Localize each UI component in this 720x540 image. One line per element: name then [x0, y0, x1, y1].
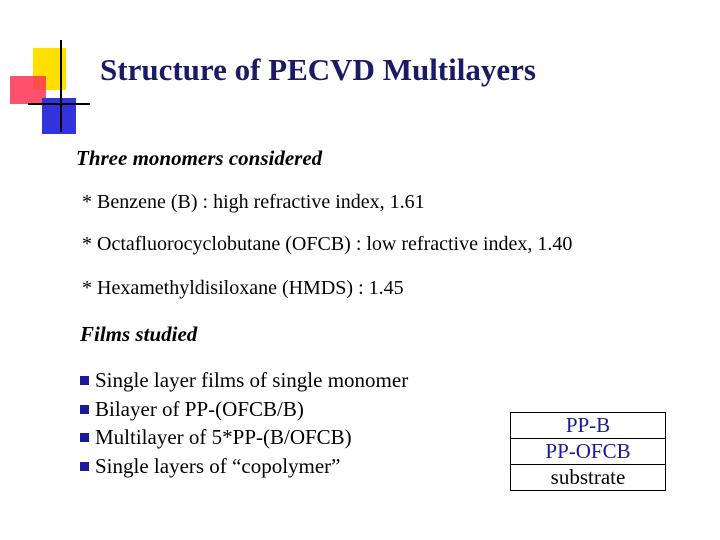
bullet-text: Bilayer of PP-(OFCB/B) — [95, 396, 304, 421]
slide-title: Structure of PECVD Multilayers — [100, 52, 536, 87]
square-bullet-icon — [80, 433, 89, 442]
section-heading-films: Films studied — [80, 322, 198, 346]
square-bullet-icon — [80, 462, 89, 471]
layer-pp-b: PP-B — [565, 413, 611, 437]
decorative-logo-icon — [0, 0, 90, 140]
list-item — [80, 366, 408, 395]
bullet-text: Single layer films of single monomer — [95, 368, 409, 392]
list-item — [80, 423, 408, 452]
square-bullet-icon — [80, 376, 89, 385]
layer-substrate: substrate — [511, 464, 665, 490]
section-heading-monomers: Three monomers considered — [76, 146, 323, 170]
monomer-item: * Octafluorocyclobutane (OFCB) : low refractive index, 1.40 — [82, 233, 573, 255]
layer-stack-diagram — [510, 412, 666, 491]
list-item — [80, 452, 408, 481]
bullet-text: Multilayer of 5*PP-(B/OFCB) — [95, 425, 352, 449]
monomer-item: * Benzene (B) : high refractive index, 1.61 — [82, 191, 425, 213]
bullet-text: Single layers of “copolymer” — [95, 453, 341, 478]
list-item — [80, 395, 408, 424]
layer-pp-ofcb: PP-OFCB — [511, 438, 665, 464]
monomer-item: * Hexamethyldisiloxane (HMDS) : 1.45 — [82, 277, 404, 299]
films-bullet-list — [80, 366, 408, 480]
square-bullet-icon — [80, 405, 89, 414]
logo-red-square — [10, 76, 46, 104]
